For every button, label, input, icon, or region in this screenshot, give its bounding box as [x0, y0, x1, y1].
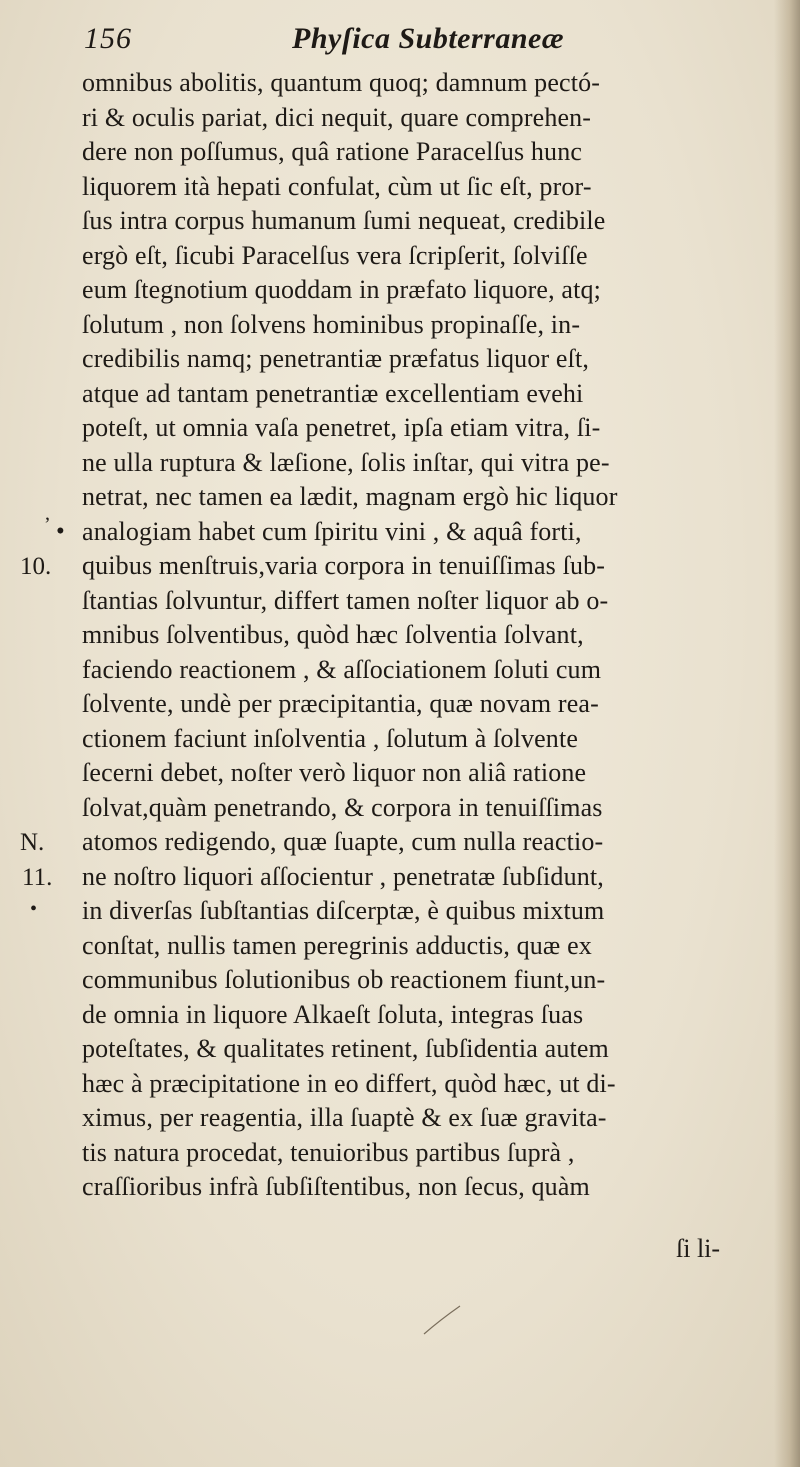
- text-line: ſtantias ſolvuntur, differt tamen noſter liquor ab o-: [82, 585, 609, 615]
- margin-number-10: 10.: [20, 553, 52, 580]
- text-line: ne ulla ruptura & læſione, ſolis inſtar, qui vitra pe-: [82, 447, 610, 477]
- margin-nota: N.: [20, 829, 45, 856]
- page-header: [0, 18, 800, 62]
- text-line: ri & oculis pariat, dici nequit, quare comprehen-: [82, 102, 592, 132]
- margin-tick-mark: ʼ: [44, 514, 51, 536]
- text-line: atomos redigendo, quæ ſuapte, cum nulla reactio-: [82, 827, 604, 856]
- pen-stroke-mark: [420, 1300, 480, 1340]
- text-line: ſecerni debet, noſter verò liquor non aliâ ratione: [82, 758, 587, 787]
- text-line: analogiam habet cum ſpiritu vini , & aquâ forti,: [82, 516, 582, 546]
- text-line: ſus intra corpus humanum ſumi nequeat, credibile: [82, 206, 606, 235]
- text-line: dere non poſſumus, quâ ratione Paracelſus hunc: [82, 137, 583, 166]
- text-line: hæc à præcipitatione in eo differt, quòd hæc, ut di-: [82, 1068, 616, 1098]
- text-line: ſolutum , non ſolvens hominibus propinaſſe, in-: [82, 309, 581, 339]
- text-line: faciendo reactionem , & aſſociationem ſoluti cum: [82, 654, 602, 684]
- margin-number-11: 11.: [22, 864, 53, 891]
- body-text: [82, 66, 782, 1205]
- catchword: ſi li-: [676, 1234, 721, 1263]
- margin-ink-spot: •: [30, 898, 38, 920]
- text-line: ximus, per reagentia, illa ſuaptè & ex ſuæ gravita-: [82, 1103, 607, 1132]
- running-title: Phyſica Subterraneæ: [292, 22, 564, 55]
- text-line: omnibus abolitis, quantum quoq; damnum pectó-: [82, 68, 601, 97]
- text-line: ne noſtro liquori aſſocientur , penetratæ ſubſidunt,: [82, 861, 604, 891]
- text-line: ctionem faciunt inſolventia , ſolutum à ſolvente: [82, 723, 579, 753]
- text-line: atque ad tantam penetrantiæ excellentiam evehi: [82, 378, 584, 408]
- text-line: ſolvat,quàm penetrando, & corpora in tenuiſſimas: [82, 792, 603, 822]
- text-line: eum ſtegnotium quoddam in præfato liquore, atq;: [82, 275, 602, 304]
- text-line: mnibus ſolventibus, quòd hæc ſolventia ſolvant,: [82, 620, 584, 649]
- text-line: quibus menſtruis,varia corpora in tenuiſſimas ſub-: [82, 551, 606, 580]
- text-line: conſtat, nullis tamen peregrinis adductis, quæ ex: [82, 930, 592, 960]
- text-line: poteſtates, & qualitates retinent, ſubſidentia autem: [82, 1034, 609, 1063]
- text-line: in diverſas ſubſtantias diſcerptæ, è quibus mixtum: [82, 896, 605, 925]
- text-line: tis natura procedat, tenuioribus partibus ſuprà ,: [82, 1137, 575, 1167]
- text-line: poteſt, ut omnia vaſa penetret, ipſa etiam vitra, ſi-: [82, 413, 601, 442]
- page-number: 156: [84, 22, 132, 55]
- text-line: craſſioribus infrà ſubſiſtentibus, non ſecus, quàm: [82, 1172, 590, 1201]
- text-line: ergò eſt, ſicubi Paracelſus vera ſcripſerit, ſolviſſe: [82, 240, 588, 270]
- text-line: ſolvente, undè per præcipitantia, quæ novam rea-: [82, 689, 599, 718]
- text-line: netrat, nec tamen ea lædit, magnam ergò hic liquor: [82, 482, 618, 511]
- text-line: credibilis namq; penetrantiæ præfatus liquor eſt,: [82, 344, 590, 373]
- text-line: communibus ſolutionibus ob reactionem fiunt,un-: [82, 965, 606, 994]
- text-line: de omnia in liquore Alkaeſt ſoluta, integras ſuas: [82, 999, 584, 1029]
- text-line: liquorem ità hepati confulat, cùm ut ſic eſt, pror-: [82, 171, 592, 201]
- margin-bullet: •: [56, 518, 65, 545]
